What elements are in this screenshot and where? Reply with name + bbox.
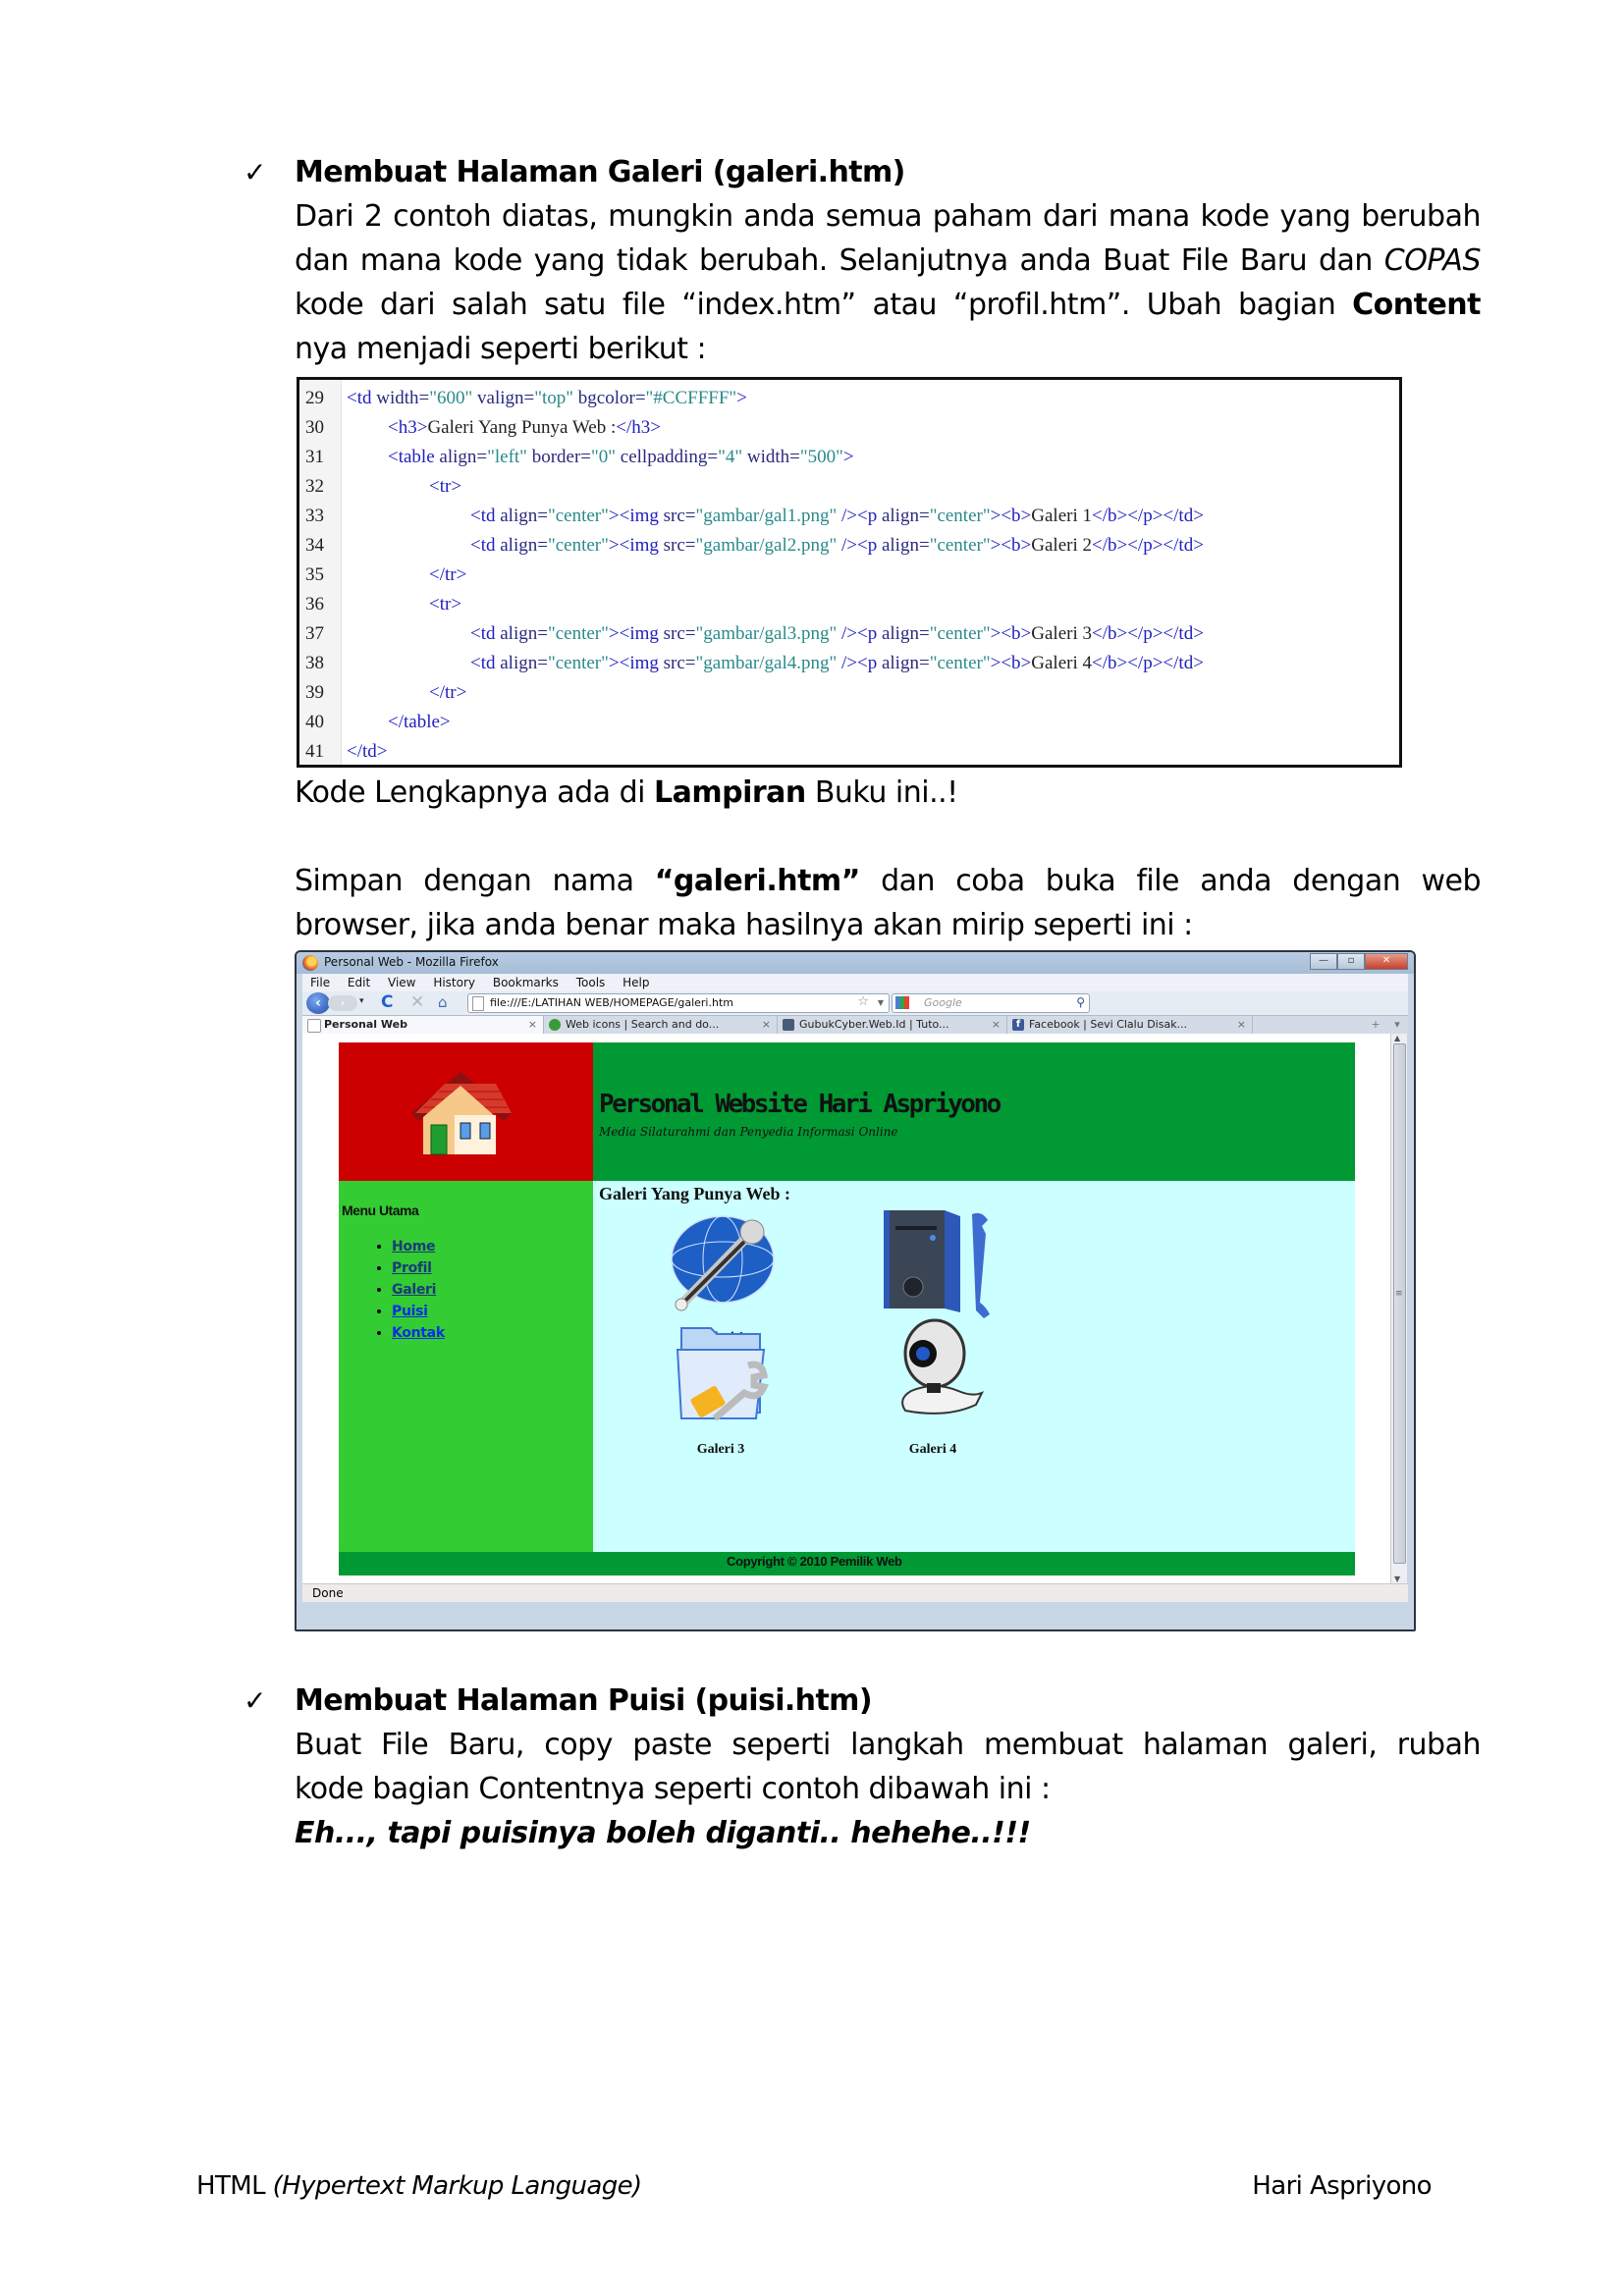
code-token: </tr> [429,682,467,703]
para-line: nya menjadi seperti berikut : [295,332,707,366]
window-title: Personal Web - Mozilla Firefox [324,955,499,969]
facebook-favicon: f [1012,1019,1024,1031]
code-token: align= [881,506,930,526]
checkmark-icon: ✓ [244,156,267,188]
author-name: Hari Aspriyono [1252,2171,1432,2201]
globe-wrench-icon [642,1202,799,1330]
text: Simpan dengan nama [295,864,655,898]
line-number: 30 [305,417,324,438]
code-token: /><p [841,535,882,556]
line-number: 34 [305,535,324,556]
code-text [429,561,466,590]
code-token: <table [388,447,440,467]
tab-close-icon[interactable]: × [761,1018,771,1031]
code-token: align= [500,653,548,673]
code-token: "center" [929,535,991,556]
line-number: 35 [305,564,324,585]
menu-link-home[interactable]: Home [392,1239,436,1255]
tab-label: Personal Web [324,1018,407,1031]
tab-close-icon[interactable]: × [527,1018,537,1031]
menu-item [392,1257,445,1279]
code-token: align= [439,447,488,467]
code-token: ><b> [990,623,1032,644]
code-text [429,590,461,619]
tab-close-icon[interactable]: × [1236,1018,1246,1031]
code-token: src= [663,653,696,673]
code-token: Galeri 2 [1031,535,1092,556]
scroll-up-icon[interactable]: ▲ [1394,1034,1401,1042]
menu-item [392,1322,445,1344]
tab-gubukcyber[interactable] [778,1016,1007,1034]
code-token: </table> [388,712,451,732]
code-token: align= [881,623,930,644]
menu-title: Menu Utama [342,1202,419,1218]
code-token: ><b> [990,653,1032,673]
code-token: Galeri 3 [1031,623,1092,644]
search-placeholder[interactable]: Google [924,996,962,1009]
para-line: kode bagian Contentnya seperti contoh dibawah ini : [295,1772,1051,1806]
site-banner [593,1042,1355,1181]
strong: Content [1352,288,1481,322]
code-token: "center" [547,653,609,673]
code-token: <td [470,506,501,526]
section-title-puisi: Membuat Halaman Puisi (puisi.htm) [295,1683,872,1718]
code-token: "center" [929,506,991,526]
site-logo-area [339,1042,593,1181]
line-number: 37 [305,623,324,644]
code-token: "center" [929,653,991,673]
menu-edit[interactable]: Edit [347,976,371,989]
search-icon[interactable]: ⚲ [1076,995,1085,1009]
code-token: "600" [429,388,478,408]
history-dropdown-icon[interactable]: ▾ [359,996,364,1006]
code-token: "center" [929,623,991,644]
menu-bar [302,974,1408,991]
note-line [295,771,1481,815]
gallery-item-3 [613,1314,829,1458]
code-text [388,443,854,472]
code-token: ><img [608,653,664,673]
url-dropdown-icon[interactable]: ▼ [877,998,884,1007]
intro-paragraph [295,194,1481,371]
code-token: </h3> [616,417,661,438]
tab-label: Web icons | Search and do... [566,1018,720,1031]
code-snippet [297,377,1402,768]
checkmark-icon: ✓ [244,1684,267,1717]
line-number: 38 [305,653,324,673]
site-footer [339,1552,1355,1575]
folder-wrench-icon [642,1314,799,1442]
navigation-toolbar [302,991,1408,1015]
line-number: 29 [305,388,324,408]
vertical-scrollbar[interactable] [1390,1034,1407,1583]
code-token: "left" [487,447,532,467]
code-token: "center" [547,623,609,644]
line-number: 32 [305,476,324,497]
house-icon [402,1064,519,1162]
text: Buku ini..! [805,775,958,810]
code-text [470,619,1204,649]
code-token: ><img [608,535,664,556]
copyright-text: Copyright © 2010 Pemilik Web [727,1554,902,1569]
code-token: align= [500,623,548,644]
tab-label: GubukCyber.Web.Id | Tuto... [799,1018,949,1031]
code-token: valign= [477,388,535,408]
tab-close-icon[interactable]: × [991,1018,1001,1031]
code-token: width= [376,388,430,408]
code-text [347,384,747,413]
menu-link-galeri[interactable]: Galeri [392,1282,437,1298]
site-subtitle: Media Silaturahmi dan Penyedia Informasi Online [599,1125,898,1139]
page-footer-right [1252,2171,1432,2201]
text: kode dari salah satu file “index.htm” atau “profil.htm”. Ubah bagian [295,288,1353,322]
menu-link-kontak[interactable]: Kontak [392,1325,445,1341]
text: dan coba buka file anda dengan web [859,864,1481,898]
back-button[interactable]: ‹ [306,992,330,1014]
tab-label: Facebook | Sevi Clalu Disak... [1029,1018,1188,1031]
code-text [347,737,388,767]
home-icon[interactable]: ⌂ [438,993,448,1011]
menu-view[interactable]: View [388,976,416,989]
code-text [388,708,451,737]
strong: Lampiran [654,775,806,810]
code-token: > [842,447,854,467]
new-tab-button[interactable]: + [1371,1018,1380,1031]
menu-tools[interactable]: Tools [575,976,606,989]
code-text [388,413,661,443]
code-token: </b></p></td> [1092,653,1204,673]
line-number: 39 [305,682,324,703]
puisi-paragraph [295,1723,1481,1855]
tab-web-icons[interactable] [544,1016,778,1034]
code-token: border= [531,447,592,467]
status-bar [302,1583,1408,1602]
code-token: "center" [547,535,609,556]
code-token: src= [663,506,696,526]
code-token: "gambar/gal1.png" [695,506,841,526]
code-token: ><b> [990,506,1032,526]
para-line: Dari 2 contoh diatas, mungkin anda semua paham dari mana kode yang berubah [295,199,1481,234]
code-token: ><img [608,623,664,644]
code-token: /><p [841,653,882,673]
code-token: </b></p></td> [1092,623,1204,644]
code-token: src= [663,535,696,556]
code-token: /><p [841,623,882,644]
code-token: <td [470,653,501,673]
code-text [470,531,1204,561]
para-line [295,239,1481,283]
code-token: "4" [718,447,747,467]
code-token: <td [347,388,377,408]
code-token: </td> [347,741,388,762]
menu-item [392,1236,445,1257]
emphasis-line: Eh..., tapi puisinya boleh diganti.. hehehe..!!! [295,1816,1031,1850]
code-token: ><img [608,506,664,526]
code-token: <tr> [429,476,462,497]
code-token: width= [746,447,800,467]
menu-item [392,1301,445,1322]
menu-list [374,1236,445,1344]
firefox-logo-icon [302,955,318,971]
forward-button[interactable]: › [328,995,357,1011]
para-line [295,771,1481,815]
code-token: </b></p></td> [1092,535,1204,556]
menu-help[interactable]: Help [623,976,650,989]
para-line [295,859,1481,903]
menu-file[interactable]: File [310,976,331,989]
web-icons-favicon [549,1019,561,1031]
line-number: 31 [305,447,324,467]
code-token: <td [470,623,501,644]
code-token: "center" [547,506,609,526]
line-number: 41 [305,741,324,762]
gallery-caption: Galeri 4 [908,1442,957,1457]
menu-history[interactable]: History [433,976,476,989]
code-token: Galeri 4 [1031,653,1092,673]
code-token: "500" [799,447,843,467]
code-token: </b></p></td> [1092,506,1204,526]
line-number: 40 [305,712,324,732]
para-line [295,283,1481,327]
code-token: "gambar/gal4.png" [695,653,841,673]
page-footer-left [196,2171,642,2201]
code-token: Galeri Yang Punya Web : [427,417,617,438]
code-token: src= [663,623,696,644]
tab-bar [302,1015,1408,1034]
code-token: </tr> [429,564,467,585]
bookmark-star-icon[interactable]: ☆ [857,994,869,1009]
page-icon [307,1019,321,1033]
reload-icon[interactable]: C [381,992,394,1012]
maximize-button[interactable]: ▫ [1337,953,1365,970]
code-text [470,502,1204,531]
para-line: browser, jika anda benar maka hasilnya akan mirip seperti ini : [295,908,1193,942]
page-viewport [302,1034,1390,1583]
site-sidebar-menu [339,1181,593,1552]
code-token: "top" [534,388,578,408]
tab-list-button[interactable]: ▾ [1394,1018,1400,1031]
text: dan mana kode yang tidak berubah. Selanjutnya anda Buat File Baru dan [295,243,1384,278]
code-token: align= [500,535,548,556]
search-bar[interactable] [892,993,1090,1013]
page-icon [472,996,484,1011]
status-text: Done [312,1586,344,1600]
text: Kode Lengkapnya ada di [295,775,654,810]
code-token: /><p [841,506,882,526]
menu-link-profil[interactable]: Profil [392,1260,432,1276]
strong: “galeri.htm” [654,864,860,898]
code-token: <tr> [429,594,462,614]
code-token: > [736,388,747,408]
site-title: Personal Website Hari Aspriyono [599,1090,1000,1119]
code-token: "gambar/gal2.png" [695,535,841,556]
code-token: bgcolor= [577,388,646,408]
minimize-button[interactable]: — [1310,953,1337,970]
line-number: 33 [305,506,324,526]
code-text [429,678,466,708]
line-number: 36 [305,594,324,614]
computer-wrench-icon [854,1202,1011,1330]
scrollbar-thumb[interactable] [1393,1043,1406,1564]
site-content [593,1181,1355,1552]
code-token: <td [470,535,501,556]
gubukcyber-favicon [783,1019,794,1031]
webcam-icon [854,1314,1011,1442]
code-token: Galeri 1 [1031,506,1092,526]
code-text [429,472,461,502]
url-bar[interactable] [467,993,890,1013]
window-titlebar [297,952,1414,974]
menu-bookmarks[interactable]: Bookmarks [492,976,559,989]
gallery-item-4 [825,1314,1041,1458]
code-token: ><b> [990,535,1032,556]
tab-facebook[interactable] [1007,1016,1253,1034]
code-token: "0" [591,447,621,467]
code-token: "#CCFFFF" [645,388,737,408]
save-paragraph [295,859,1481,947]
code-token: align= [881,535,930,556]
code-token: <h3> [388,417,428,438]
tab-personal-web[interactable] [302,1016,544,1034]
code-token: "gambar/gal3.png" [695,623,841,644]
para-line: Buat File Baru, copy paste seperti langkah membuat halaman galeri, rubah [295,1728,1481,1762]
code-token: align= [881,653,930,673]
menu-link-puisi[interactable]: Puisi [392,1304,428,1319]
code-token: cellpadding= [620,447,719,467]
search-engine-icon[interactable] [895,996,909,1009]
footer-emphasis: (Hypertext Markup Language) [272,2171,642,2201]
browser-screenshot [295,950,1416,1631]
gallery-caption: Galeri 3 [696,1442,745,1457]
footer-text: HTML [196,2171,273,2201]
code-text [470,649,1204,678]
scroll-grip-icon: ≡ [1395,1289,1403,1299]
section-title-galeri: Membuat Halaman Galeri (galeri.htm) [295,155,905,189]
scroll-down-icon[interactable]: ▼ [1394,1575,1401,1583]
emphasis: COPAS [1383,243,1481,278]
close-button[interactable]: ✕ [1365,953,1408,970]
content-heading: Galeri Yang Punya Web : [599,1184,791,1203]
code-token: align= [500,506,548,526]
menu-item [392,1279,445,1301]
stop-icon[interactable]: ✕ [410,992,425,1012]
window-controls [1310,953,1408,969]
url-text[interactable]: file:///E:/LATIHAN WEB/HOMEPAGE/galeri.htm [490,996,733,1009]
